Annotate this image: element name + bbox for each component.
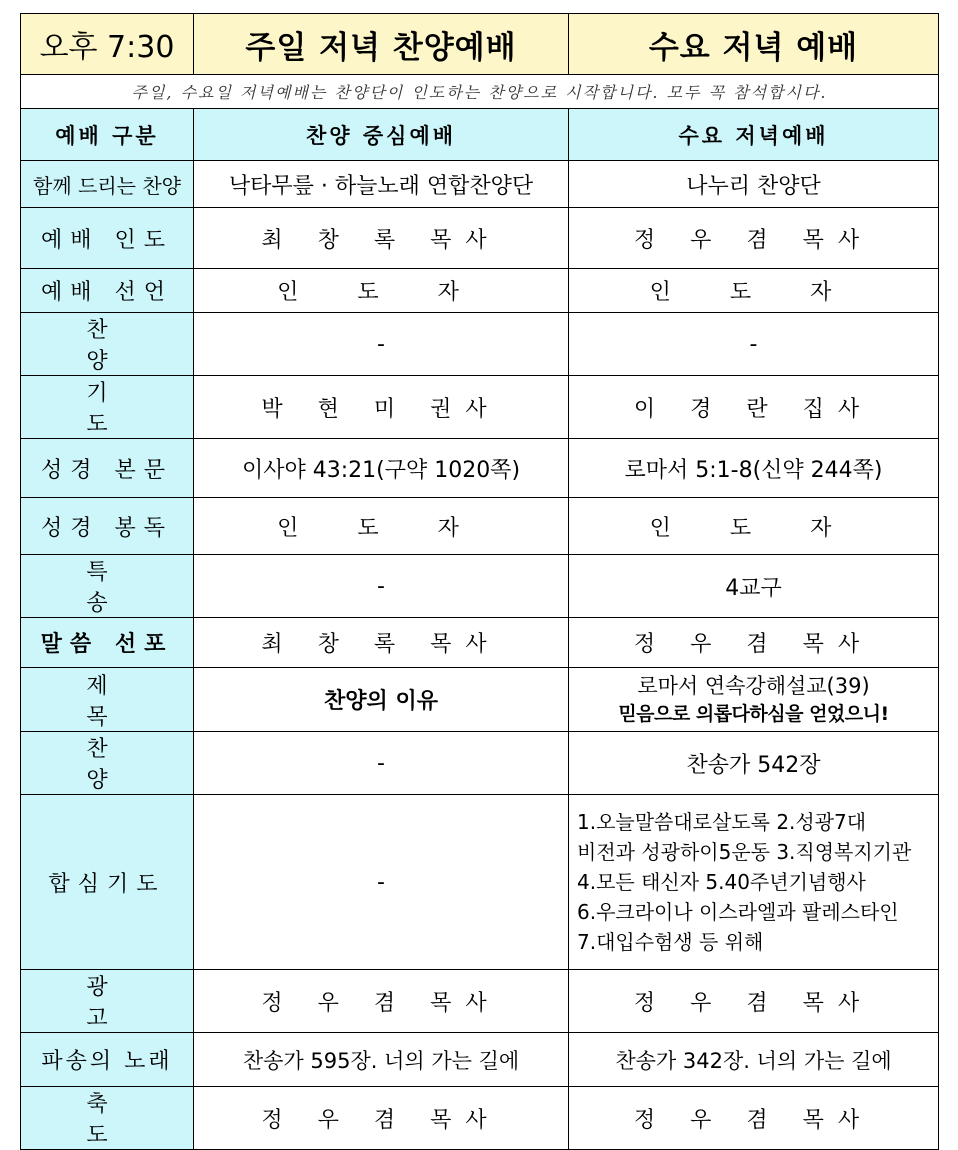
row-label: 함께 드리는 찬양 [21,161,194,208]
wednesday-cell: 찬송가 542장 [569,732,939,795]
row-label: 파송의 노래 [21,1033,194,1087]
wednesday-cell: 정 우 겸 목사 [569,1087,939,1150]
table-row [21,1033,939,1087]
sunday-cell: 인 도 자 [194,269,569,313]
sermon-title-wednesday [569,668,939,732]
column-header-row [21,109,939,161]
table-row [21,269,939,313]
sunday-cell: 정 우 겸 목사 [194,970,569,1033]
row-label: 성경 본문 [21,439,194,498]
sunday-cell: 낙타무릎 · 하늘노래 연합찬양단 [194,161,569,208]
header-row [21,14,939,75]
row-label: 광 고 [21,970,194,1033]
row-label: 기 도 [21,376,194,439]
wednesday-cell: - [569,313,939,376]
column-header-wednesday: 수요 저녁예배 [569,109,939,161]
wednesday-cell: 정 우 겸 목사 [569,208,939,269]
table-row [21,618,939,668]
row-label: 예배 인도 [21,208,194,269]
table-row [21,439,939,498]
sunday-service-title: 주일 저녁 찬양예배 [194,14,569,75]
row-label: 찬 양 [21,732,194,795]
wednesday-service-title: 수요 저녁 예배 [569,14,939,75]
table-row [21,795,939,970]
table-row [21,555,939,618]
row-label: 제 목 [21,668,194,732]
row-label: 성경 봉독 [21,498,194,555]
table-row [21,970,939,1033]
wednesday-cell: 로마서 5:1-8(신약 244쪽) [569,439,939,498]
table-row [21,732,939,795]
sunday-cell: - [194,795,569,970]
table-row [21,1087,939,1150]
table-row [21,208,939,269]
sunday-cell: - [194,732,569,795]
prayer-item: 4.모든 태신자 5.40주년기념행사 [577,870,866,894]
sunday-cell: 정 우 겸 목사 [194,1087,569,1150]
prayer-list [569,795,939,970]
prayer-item: 6.우크라이나 이스라엘과 팔레스타인 [577,900,899,924]
notice-row [21,75,939,109]
service-time: 오후 7:30 [21,14,194,75]
sunday-cell: 찬송가 595장. 너의 가는 길에 [194,1033,569,1087]
sunday-cell: 인 도 자 [194,498,569,555]
wednesday-cell: 정 우 겸 목사 [569,618,939,668]
table-row [21,668,939,732]
table-row [21,313,939,376]
prayer-item: 1.오늘말씀대로살도록 2.성광7대 [577,810,867,834]
prayer-item: 비전과 성광하이5운동 3.직영복지기관 [577,840,912,864]
prayer-item: 7.대입수험생 등 위해 [577,930,764,954]
row-label: 특 송 [21,555,194,618]
sermon-series: 로마서 연속강해설교(39) [637,673,870,698]
row-label: 합심기도 [21,795,194,970]
table-row [21,376,939,439]
table-row [21,161,939,208]
sunday-cell: - [194,555,569,618]
table-row [21,498,939,555]
sunday-cell: 박 현 미 권사 [194,376,569,439]
wednesday-cell: 인 도 자 [569,269,939,313]
sunday-cell: 이사야 43:21(구약 1020쪽) [194,439,569,498]
wednesday-cell: 찬송가 342장. 너의 가는 길에 [569,1033,939,1087]
row-label: 말씀 선포 [21,618,194,668]
sunday-cell: - [194,313,569,376]
wednesday-cell: 인 도 자 [569,498,939,555]
sermon-title-sunday: 찬양의 이유 [194,668,569,732]
column-header-label: 예배 구분 [21,109,194,161]
row-label: 축 도 [21,1087,194,1150]
sunday-cell: 최 창 록 목사 [194,208,569,269]
column-header-sunday: 찬양 중심예배 [194,109,569,161]
sunday-cell: 최 창 록 목사 [194,618,569,668]
sermon-subtitle: 믿음으로 의롭다하심을 얻었으니! [618,702,889,725]
wednesday-cell: 4교구 [569,555,939,618]
wednesday-cell: 정 우 겸 목사 [569,970,939,1033]
row-label: 예배 선언 [21,269,194,313]
wednesday-cell: 나누리 찬양단 [569,161,939,208]
notice-text: 주일, 수요일 저녁예배는 찬양단이 인도하는 찬양으로 시작합니다. 모두 꼭 참석합시다. [21,75,939,109]
row-label: 찬 양 [21,313,194,376]
wednesday-cell: 이 경 란 집사 [569,376,939,439]
worship-schedule-table [20,13,939,1150]
